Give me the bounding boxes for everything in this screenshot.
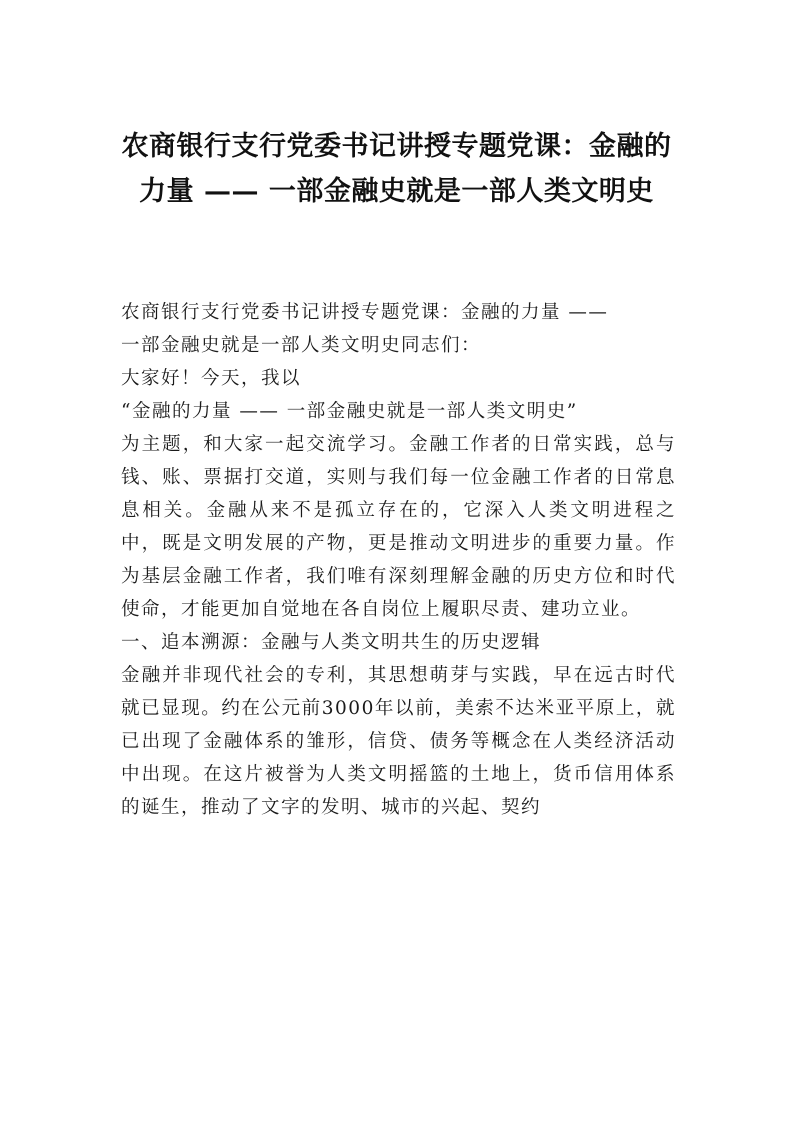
paragraph-opening: 为主题，和大家一起交流学习。金融工作者的日常实践，总与钱、账、票据打交道，实则与我们每一位金融工作者的日常息息相关。金融从来不是孤立存在的，它深入人类文明进程之中，既是文明发展的产物，更是推动文明进步的重要力量。作为基层金融工作者，我们唯有深刻理解金融的历史方位和时代使命，才能更加自觉地在各自岗位上履职尽责、建功立业。: [121, 434, 676, 620]
document-title: 农商银行支行党委书记讲授专题党课：金融的力量 —— 一部金融史就是一部人类文明史: [121, 131, 672, 207]
paragraph-history: 金融并非现代社会的专利，其思想萌芽与实践，早在远古时代就已显现。约在公元前3000年以前，美索不达米亚平原上，就已出现了金融体系的雏形，信贷、债务等概念在人类经济活动中出现。在这片被誉为人类文明摇篮的土地上，货币信用体系的诞生，推动了文字的发明、城市的兴起、契约: [121, 665, 676, 818]
paragraph-greeting: 大家好！今天，我以: [121, 368, 302, 389]
document-body: [121, 296, 676, 824]
paragraph-intro-line-1: 农商银行支行党委书记讲授专题党课：金融的力量 ——: [121, 302, 609, 323]
paragraph-theme-quote: “金融的力量 —— 一部金融史就是一部人类文明史”: [121, 401, 578, 422]
section-heading-1: 一、追本溯源：金融与人类文明共生的历史逻辑: [121, 632, 542, 653]
paragraph-intro-line-2: 一部金融史就是一部人类文明史同志们：: [121, 335, 482, 356]
